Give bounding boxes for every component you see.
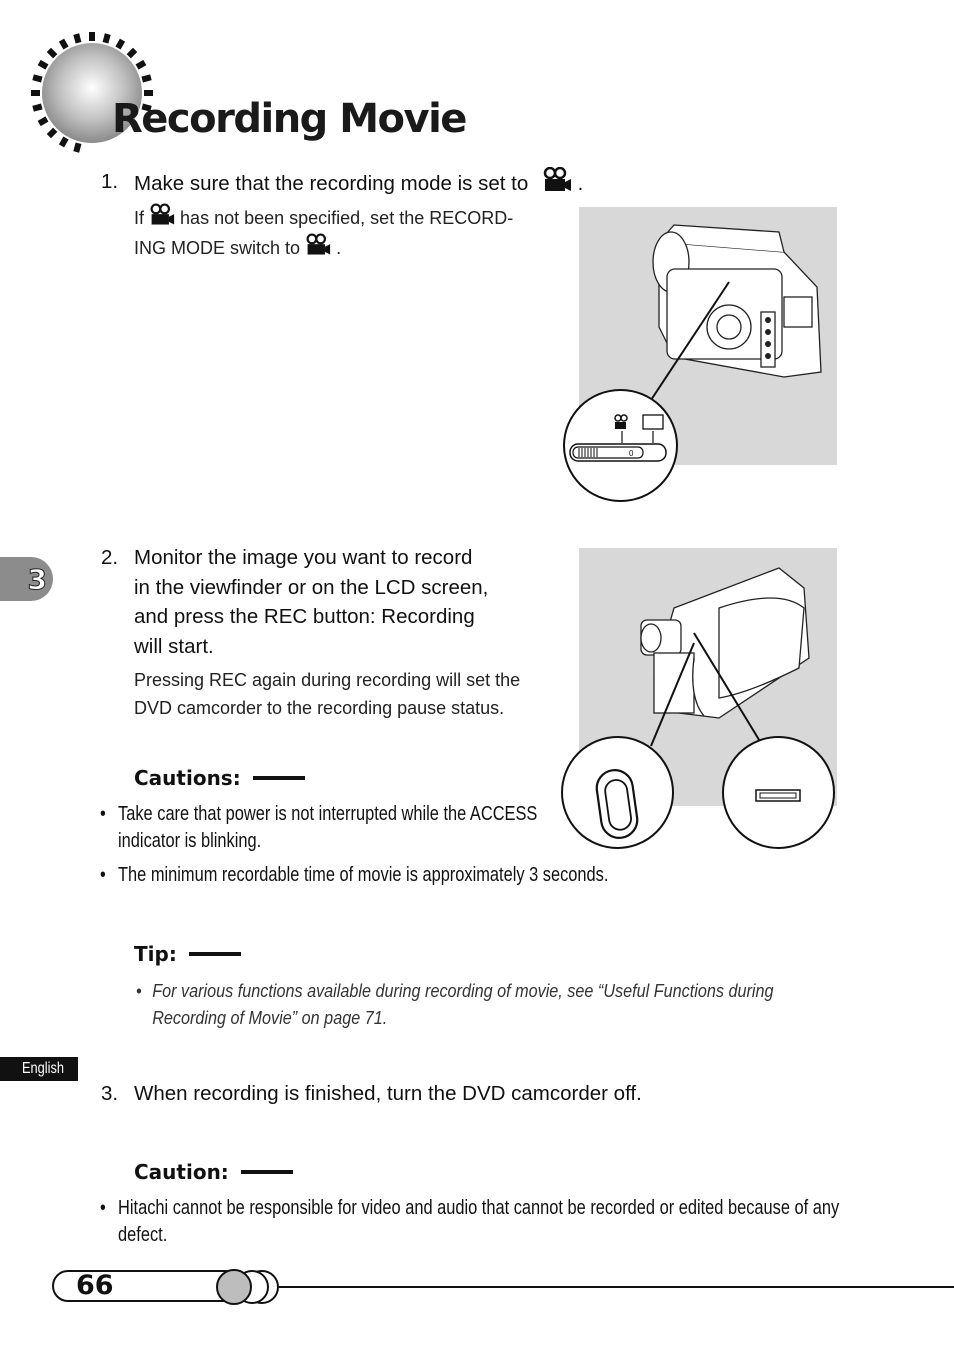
heading-rule xyxy=(241,1170,293,1174)
burst-tick xyxy=(39,63,47,68)
caution-text: indicator is blinking. xyxy=(118,830,262,852)
tip-text: For various functions available during recording of movie, see “Useful Functions during xyxy=(152,981,774,1001)
step-line: will start. xyxy=(134,634,214,658)
footer-rule xyxy=(270,1286,954,1288)
language-tab xyxy=(0,1057,78,1081)
heading-text: Tip: xyxy=(134,942,177,966)
step-2-note xyxy=(134,667,574,722)
access-indicator-closeup xyxy=(722,736,835,849)
burst-tick xyxy=(33,77,42,79)
burst-tick xyxy=(49,50,55,56)
heading-rule xyxy=(253,776,305,780)
chapter-tab xyxy=(0,557,53,601)
note-text: . xyxy=(336,237,342,258)
tip-heading xyxy=(134,942,241,966)
burst-tick xyxy=(105,34,107,43)
step-line: and press the REC button: Recording xyxy=(134,605,475,628)
caution-item xyxy=(100,862,608,889)
heading-text: Cautions: xyxy=(134,766,241,790)
step-2 xyxy=(101,543,564,661)
caution-text: defect. xyxy=(118,1224,168,1246)
step-text: Make sure that the recording mode is set to xyxy=(134,172,529,195)
switch-label: 0 xyxy=(629,449,634,458)
step-line: in the viewfinder or on the LCD screen, xyxy=(134,575,489,599)
caution-item xyxy=(100,801,537,855)
caution-heading xyxy=(134,1160,293,1184)
step-number: 3. xyxy=(101,1082,119,1105)
chapter-number: 3 xyxy=(27,562,47,596)
tip-text: Recording of Movie” on page 71. xyxy=(152,1008,388,1028)
bullet-icon: • xyxy=(100,864,106,886)
burst-tick xyxy=(62,138,67,146)
step-text-end: . xyxy=(577,172,584,195)
step-3 xyxy=(101,1079,642,1109)
burst-tick xyxy=(137,63,145,68)
bullet-icon: • xyxy=(100,1197,106,1219)
page-number: 66 xyxy=(76,1270,114,1301)
note-text: ING MODE switch to xyxy=(134,237,301,258)
burst-tick xyxy=(33,106,42,108)
burst-tick xyxy=(129,50,135,56)
caution-text: The minimum recordable time of movie is approximately 3 seconds. xyxy=(118,864,609,886)
burst-tick xyxy=(49,130,55,136)
caution-text: Hitachi cannot be responsible for video and audio that cannot be recorded or edited because of any xyxy=(118,1197,840,1219)
caution-item xyxy=(100,1195,839,1249)
bullet-icon: • xyxy=(136,981,142,1001)
language-label: English xyxy=(22,1060,64,1077)
step-number: 1. xyxy=(101,170,119,193)
note-text: If xyxy=(134,208,145,228)
caution-text: Take care that power is not interrupted while the ACCESS xyxy=(118,803,538,825)
burst-tick xyxy=(39,119,47,124)
page-title: Recording Movie xyxy=(112,96,466,142)
heading-text: Caution: xyxy=(134,1160,229,1184)
mode-switch-illustration xyxy=(565,391,675,499)
mode-switch-closeup xyxy=(563,389,678,502)
movie-camera-icon xyxy=(149,203,175,227)
step-number: 2. xyxy=(101,546,119,569)
rec-button-closeup xyxy=(561,736,674,849)
note-line: Pressing REC again during recording will set the xyxy=(134,670,521,690)
step-text: When recording is finished, turn the DVD camcorder off. xyxy=(134,1082,642,1105)
movie-camera-icon xyxy=(542,167,572,193)
access-indicator-icon xyxy=(724,738,832,846)
cautions-heading xyxy=(134,766,305,790)
heading-rule xyxy=(189,952,241,956)
movie-camera-icon xyxy=(305,233,331,257)
burst-tick xyxy=(142,77,151,79)
tip-item xyxy=(136,978,774,1032)
note-line: DVD camcorder to the recording pause status. xyxy=(134,697,505,718)
step-1-note xyxy=(134,203,564,262)
footer-discs-icon xyxy=(212,1268,282,1306)
burst-tick xyxy=(118,40,123,48)
bullet-icon: • xyxy=(100,803,106,825)
step-1 xyxy=(101,167,584,199)
burst-tick xyxy=(76,34,78,43)
step-line: Monitor the image you want to record xyxy=(134,546,473,569)
rec-button-icon xyxy=(563,738,671,846)
burst-tick xyxy=(76,143,78,152)
burst-tick xyxy=(62,40,67,48)
note-text: has not been specified, set the RECORD- xyxy=(180,208,514,228)
